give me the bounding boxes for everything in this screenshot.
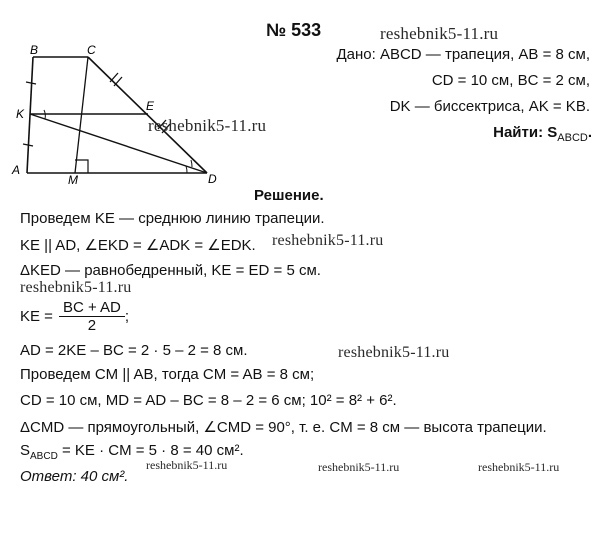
ke-label: KE = xyxy=(20,307,53,325)
semicolon: ; xyxy=(124,307,130,325)
watermark: reshebnik5-11.ru xyxy=(148,116,267,135)
watermark: reshebnik5-11.ru xyxy=(478,460,560,474)
given-line-2: CD = 10 см, BC = 2 см, xyxy=(431,72,590,89)
label-d: D xyxy=(208,172,217,185)
fraction-numerator: BC + AD xyxy=(59,299,125,317)
solution-line-6: Проведем CM || AB, тогда CM = AB = 8 см; xyxy=(20,366,315,383)
solution-line-7: CD = 10 см, MD = AD – BC = 8 – 2 = 6 см; 10² = 8² + 6². xyxy=(20,392,397,409)
label-c: C xyxy=(87,43,96,57)
label-b: B xyxy=(30,43,39,57)
solution-line-8: ΔCMD — прямоугольный, ∠CMD = 90°, т. е. CM = 8 см — высота трапеции. xyxy=(20,419,547,436)
watermark: reshebnik5-11.ru xyxy=(318,460,400,474)
label-k: K xyxy=(16,107,25,121)
answer: Ответ: 40 см². xyxy=(20,468,129,485)
side-cd xyxy=(88,57,207,173)
solution-line-4 xyxy=(20,296,129,336)
fraction xyxy=(59,299,125,334)
label-e: E xyxy=(146,99,155,113)
problem-number: № 533 xyxy=(266,20,322,40)
solution-title: Решение. xyxy=(254,187,324,204)
watermark: reshebnik5-11.ru xyxy=(20,279,132,296)
given-find: Найти: $S_{ABCD}$. xyxy=(493,124,592,144)
watermark: reshebnik5-11.ru xyxy=(272,232,384,249)
watermark: reshebnik5-11.ru xyxy=(146,458,228,472)
solution-line-5: AD = 2KE – BC = 2 · 5 – 2 = 8 см. xyxy=(20,342,248,359)
solution-line-9: $S_{ABCD}$ = KE · CM = 5 · 8 = 40 см². xyxy=(20,442,244,462)
watermark: reshebnik5-11.ru xyxy=(338,344,450,361)
label-m: M xyxy=(68,173,78,185)
label-a: A xyxy=(12,163,21,177)
solution-line-2: KE || AD, ∠EKD = ∠ADK = ∠EDK. xyxy=(20,237,256,254)
solution-line-1: Проведем KE — среднюю линию трапеции. xyxy=(20,210,325,227)
fraction-denominator: 2 xyxy=(87,316,97,334)
given-line-3: DK — биссектриса, AK = KB. xyxy=(389,98,590,115)
given-line-1: Дано: ABCD — трапеция, AB = 8 см, xyxy=(336,46,590,63)
watermark: reshebnik5-11.ru xyxy=(380,24,499,43)
solution-line-3: ΔKED — равнобедренный, KE = ED = 5 см. xyxy=(20,262,321,279)
segment-cm xyxy=(75,57,88,173)
right-angle-mark xyxy=(75,160,88,173)
trapezoid-figure xyxy=(0,40,240,185)
